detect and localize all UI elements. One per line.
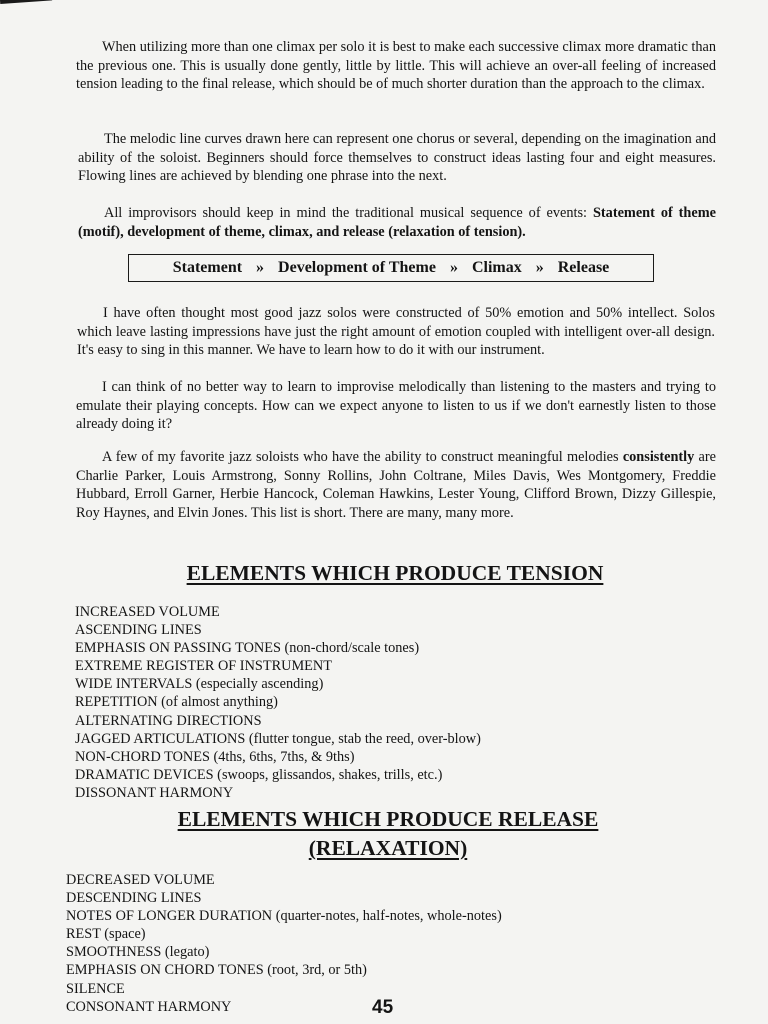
sequence-step-development: Development of Theme [278,259,436,276]
release-subheading: (RELAXATION) [308,836,468,860]
tension-list [75,603,481,802]
list-item: EXTREME REGISTER OF INSTRUMENT [75,658,332,675]
soloists-list-text: are Charlie Parker, Louis Armstrong, Sonny Rollins, John Coltrane, Miles Davis, Wes Montgomery, Freddie Hubbard, Erroll Garner, Herbie Hancock, Coleman Hawkins, Lester Young, Clifford Brown, Dizzy Gillespie, Roy Haynes, and Elvin Jones. This list is short. There are many, many more. [76,449,716,521]
list-item: SILENCE [66,980,125,997]
list-item: EMPHASIS ON CHORD TONES (root, 3rd, or 5th) [66,962,367,979]
tension-heading: ELEMENTS WHICH PRODUCE TENSION [186,561,604,585]
list-item: DESCENDING LINES [66,890,202,907]
list-item: REST (space) [66,926,146,943]
list-item: JAGGED ARTICULATIONS (flutter tongue, stab the reed, over-blow) [75,730,481,747]
sequence-step-climax: Climax [471,259,522,276]
list-item: ALTERNATING DIRECTIONS [75,712,262,729]
paragraph-emotion-intellect: I have often thought most good jazz solos were constructed of 50% emotion and 50% intellect. Solos which leave lasting impressions have just the right amount of emotion coupled with intelligent over-all design. It's easy to sing in this manner. We have to learn how to do it with our instrument. [77,305,715,359]
list-item: INCREASED VOLUME [75,604,220,620]
page-number: 45 [372,997,394,1018]
paragraph-melodic-curves: The melodic line curves drawn here can represent one chorus or several, depending on the imagination and ability of the soloist. Beginners should force themselves to construct ideas lasting four and eight measures. Flowing lines are achieved by blending one phrase into the next. [78,131,716,185]
sequence-intro-text: All improvisors should keep in mind the traditional musical sequence of events: [104,205,593,221]
sequence-step-statement: Statement [172,259,243,276]
list-item: WIDE INTERVALS (especially ascending) [75,676,324,693]
sequence-separator: » [449,259,458,276]
sequence-separator: » [535,259,544,276]
paragraph-successive-climax: When utilizing more than one climax per solo it is best to make each successive climax more dramatic than the previous one. This is usually done gently, little by little. This will achieve an over-all feeling of increased tension leading to the final release, which should be of much shorter duration than the approach to the climax. [76,39,716,93]
paragraph-favorite-soloists [76,448,716,522]
paragraph-musical-sequence [78,204,716,241]
release-list [66,871,502,1016]
sequence-bold-text: Statement of theme (motif), development of theme, climax, and release (relaxation of tension). [78,205,716,240]
list-item: NOTES OF LONGER DURATION (quarter-notes, half-notes, whole-notes) [66,908,502,925]
list-item: CONSONANT HARMONY [66,998,232,1015]
scan-artifact [0,0,52,4]
sequence-step-release: Release [557,259,610,276]
list-item: DISSONANT HARMONY [75,784,234,801]
paragraph-listen-to-masters: I can think of no better way to learn to improvise melodically than listening to the masters and trying to emulate their playing concepts. How can we expect anyone to listen to us if we don't earnestly listen to those already doing it? [76,379,716,433]
list-item: ASCENDING LINES [75,622,202,639]
sequence-box [128,254,654,282]
list-item: DRAMATIC DEVICES (swoops, glissandos, shakes, trills, etc.) [75,766,443,783]
list-item: EMPHASIS ON PASSING TONES (non-chord/scale tones) [75,640,420,657]
list-item: NON-CHORD TONES (4ths, 6ths, 7ths, & 9ths) [75,748,355,765]
soloists-intro-text: A few of my favorite jazz soloists who have the ability to construct meaningful melodies [102,449,623,465]
list-item: DECREASED VOLUME [66,872,215,888]
sequence-separator: » [256,259,265,276]
release-heading: ELEMENTS WHICH PRODUCE RELEASE [177,807,599,831]
list-item: REPETITION (of almost anything) [75,694,278,711]
soloists-bold-word: consistently [622,449,695,465]
list-item: SMOOTHNESS (legato) [66,944,210,961]
